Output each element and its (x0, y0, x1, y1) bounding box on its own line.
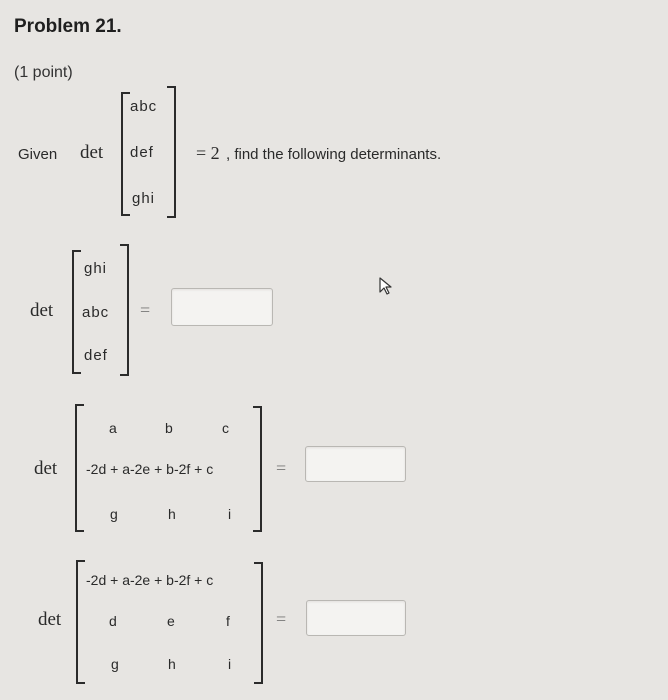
q2-det-word: det (34, 458, 58, 479)
q3-left-bracket (76, 560, 85, 684)
q3-row1-expression: -2d + a-2e + b-2f + c (86, 572, 214, 588)
problem-title: Problem 21. (14, 16, 122, 37)
mouse-pointer-icon (378, 276, 394, 301)
q1-matrix-row-1: ghi (84, 260, 108, 277)
given-right-bracket (167, 86, 176, 218)
q3-row2-col2: e (167, 613, 175, 629)
q2-row2-expression: -2d + a-2e + b-2f + c (86, 461, 214, 477)
problem-points: (1 point) (14, 64, 73, 81)
q1-matrix-row-3: def (84, 347, 108, 364)
q2-row1-col3: c (222, 420, 229, 436)
q1-equals: = (140, 300, 151, 320)
q2-row3-col3: i (228, 506, 232, 522)
q3-row3-col3: i (228, 656, 232, 672)
q1-left-bracket (72, 250, 81, 374)
q1-answer-input[interactable] (171, 288, 273, 326)
q3-row2-col3: f (226, 613, 230, 629)
given-equals-value: = 2 (196, 143, 220, 163)
q3-row3-col1: g (111, 656, 119, 672)
q3-det-word: det (38, 609, 62, 630)
given-matrix-row-1: abc (130, 98, 158, 115)
q2-left-bracket (75, 404, 84, 532)
q3-answer-input[interactable] (306, 600, 406, 636)
q1-right-bracket (120, 244, 129, 376)
q3-right-bracket (254, 562, 263, 684)
q2-answer-input[interactable] (305, 446, 406, 482)
q3-equals: = (276, 609, 287, 629)
q2-row3-col2: h (168, 506, 176, 522)
q2-row3-col1: g (110, 506, 118, 522)
q2-right-bracket (253, 406, 262, 532)
q2-row1-col2: b (165, 420, 173, 436)
given-matrix-row-3: ghi (132, 190, 156, 207)
given-det-word: det (80, 142, 104, 163)
q1-det-word: det (30, 300, 54, 321)
q2-row1-col1: a (109, 420, 117, 436)
given-matrix-row-2: def (130, 144, 154, 161)
given-prefix: Given (18, 146, 58, 163)
q1-matrix-row-2: abc (82, 304, 110, 321)
given-left-bracket (121, 92, 130, 216)
q3-row3-col2: h (168, 656, 176, 672)
q2-equals: = (276, 458, 287, 478)
q3-row2-col1: d (109, 613, 117, 629)
given-suffix: , find the following determinants. (226, 146, 442, 163)
